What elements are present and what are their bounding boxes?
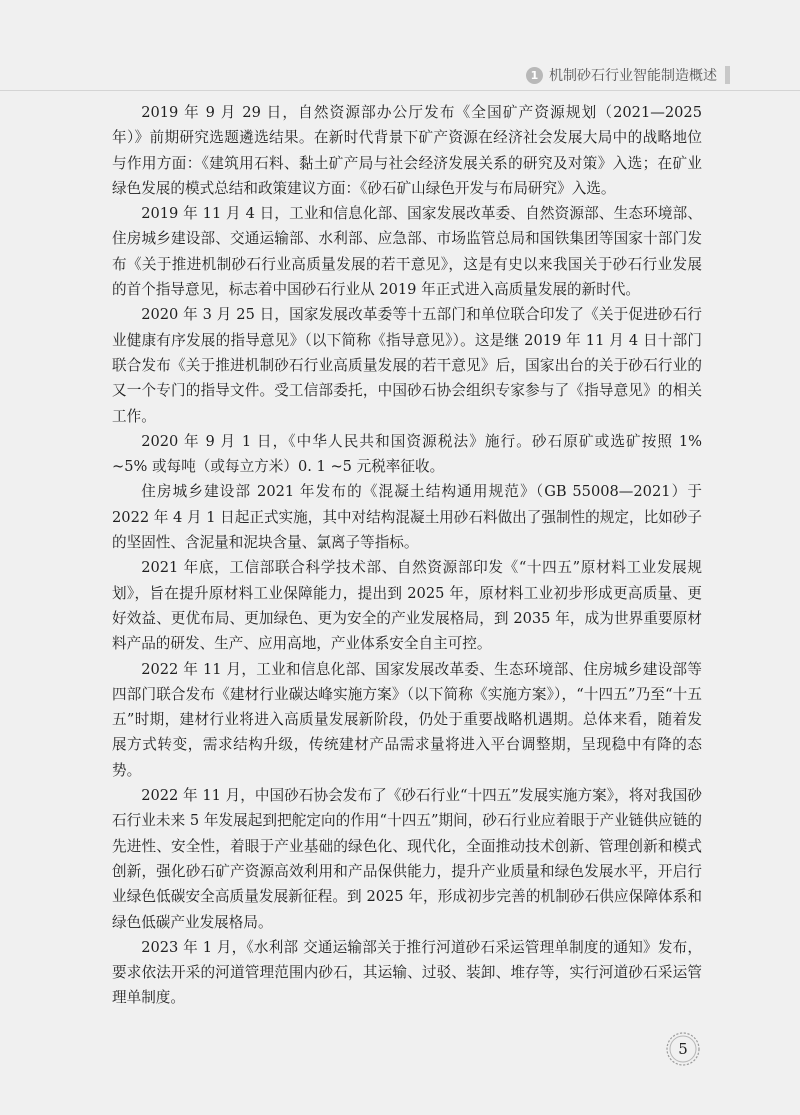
paragraph: 2019 年 11 月 4 日，工业和信息化部、国家发展改革委、自然资源部、生态环境部、住房城乡建设部、交通运输部、水利部、应急部、市场监管总局和国铁集团等国家十部门发布《关于推进机制砂石行业高质量发展的若干意见》，这是有史以来我国关于砂石行业发展的首个指导意见，标志着中国砂石行业从 2019 年正式进入高质量发展的新时代。: [112, 205, 702, 299]
paragraph: 2019 年 9 月 29 日，自然资源部办公厅发布《全国矿产资源规划（2021—2025 年）》前期研究选题遴选结果。在新时代背景下矿产资源在经济社会发展大局中的战略地位与作用方面：《建筑用石料、黏土矿产局与社会经济发展关系的研究及对策》入选；在矿业绿色发展的模式总结和政策建议方面：《砂石矿山绿色开发与布局研究》入选。: [112, 104, 702, 197]
header-divider: [0, 90, 800, 91]
chapter-number-badge: 1: [526, 67, 543, 84]
paragraph: 2021 年底，工信部联合科学技术部、自然资源部印发《“十四五”原材料工业发展规划》，旨在提升原材料工业保障能力，提出到 2025 年，原材料工业初步形成更高质量、更好效益、更优布局、更加绿色、更为安全的产业发展格局，到 2035 年，成为世界重要原材料产品的研发、生产、应用高地，产业体系安全自主可控。: [112, 559, 702, 653]
paragraph: 2023 年 1 月，《水利部 交通运输部关于推行河道砂石采运管理单制度的通知》发布，要求依法开采的河道管理范围内砂石，其运输、过驳、装卸、堆存等，实行河道砂石采运管理单制度。: [112, 938, 702, 1007]
paragraph: 2022 年 11 月，中国砂石协会发布了《砂石行业“十四五”发展实施方案》，将对我国砂石行业未来 5 年发展起到把舵定向的作用“十四五”期间，砂石行业应着眼于产业链供应链的先进性、安全性，着眼于产业基础的绿色化、现代化，全面推动技术创新、管理创新和模式创新，强化砂石矿产资源高效利用和产品保供能力，提升产业质量和绿色发展水平，开启行业绿色低碳安全高质量发展新征程。到 2025 年，形成初步完善的机制砂石供应保障体系和绿色低碳产业发展格局。: [112, 787, 702, 931]
page-number: 5: [678, 1040, 688, 1058]
paragraph: 2020 年 9 月 1 日，《中华人民共和国资源税法》施行。砂石原矿或选矿按照 1% ~5% 或每吨（或每立方米）0. 1 ~5 元税率征收。: [112, 432, 702, 476]
chapter-title: 机制砂石行业智能制造概述: [549, 68, 717, 84]
paragraph: 住房城乡建设部 2021 年发布的《混凝土结构通用规范》（GB 55008—2021）于 2022 年 4 月 1 日起正式实施，其中对结构混凝土用砂石料做出了强制性的规定，比如砂子的坚固性、含泥量和泥块含量、氯离子等指标。: [112, 483, 702, 552]
paragraph: 2020 年 3 月 25 日，国家发展改革委等十五部门和单位联合印发了《关于促进砂石行业健康有序发展的指导意见》（以下简称《指导意见》）。这是继 2019 年 11 月 4 日十部门联合发布《关于推进机制砂石行业高质量发展的若干意见》后，国家出台的关于砂石行业的又一个专门的指导文件。受工信部委托，中国砂石协会组织专家参与了《指导意见》的相关工作。: [112, 306, 702, 425]
paragraph: 2022 年 11 月，工业和信息化部、国家发展改革委、生态环境部、住房城乡建设部等四部门联合发布《建材行业碳达峰实施方案》（以下简称《实施方案》），“十四五”乃至“十五五”时期，建材行业将进入高质量发展新阶段，仍处于重要战略机遇期。总体来看，随着发展方式转变，需求结构升级，传统建材产品需求量将进入平台调整期，呈现稳中有降的态势。: [112, 660, 702, 779]
running-header: [526, 62, 730, 88]
body-text: [112, 100, 702, 1011]
page-number-badge: [665, 1031, 701, 1067]
header-decoration-bar: [725, 66, 730, 84]
